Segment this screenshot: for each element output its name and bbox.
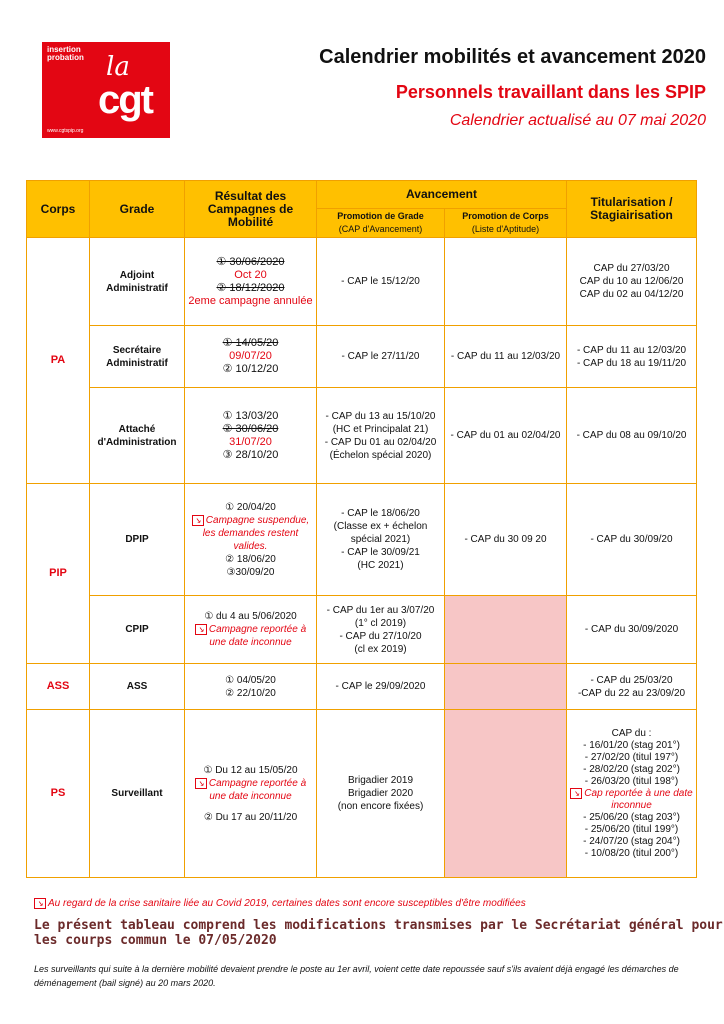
table-row	[27, 484, 697, 596]
header-promo-grade: Promotion de Grade (CAP d'Avancement)	[317, 209, 445, 238]
warning-icon: ↘	[34, 898, 46, 909]
grade-cell: Secrétaire Administratif	[90, 326, 185, 388]
logo-la: la	[106, 52, 130, 82]
grade-cell: Attaché d'Administration	[90, 388, 185, 484]
mobility-cell: ① 20/04/20 ↘ Campagne suspendue, les demandes restent valides. ② 18/06/20 ③30/09/20	[185, 484, 317, 596]
corps-cell: PS	[27, 710, 90, 878]
grade-cell: Adjoint Administratif	[90, 238, 185, 326]
table-row	[27, 710, 697, 878]
table-row	[27, 388, 697, 484]
promo-grade-cell: - CAP du 1er au 3/07/20 (1° cl 2019) - CAP du 27/10/20 (cl ex 2019)	[317, 596, 445, 664]
warning-icon: ↘	[195, 624, 207, 635]
grade-cell: DPIP	[90, 484, 185, 596]
titularisation-cell: - CAP du 11 au 12/03/20 - CAP du 18 au 19/11/20	[567, 326, 697, 388]
promo-grade-cell: - CAP le 18/06/20 (Classe ex + échelon spécial 2021) - CAP le 30/09/21 (HC 2021)	[317, 484, 445, 596]
warning-icon: ↘	[195, 778, 207, 789]
logo-cgt: cgt	[98, 78, 152, 122]
promo-grade-cell: - CAP le 27/11/20	[317, 326, 445, 388]
promo-grade-cell: - CAP du 13 au 15/10/20 (HC et Principalat 21) - CAP Du 01 au 02/04/20 (Échelon spécial 2020)	[317, 388, 445, 484]
corps-cell: ASS	[27, 664, 90, 710]
header-avancement: Avancement	[317, 181, 567, 209]
corps-cell: PIP	[27, 484, 90, 664]
promo-corps-cell	[445, 664, 567, 710]
grade-cell: ASS	[90, 664, 185, 710]
promo-grade-cell: - CAP le 29/09/2020	[317, 664, 445, 710]
header-grade: Grade	[90, 181, 185, 238]
page-title: Calendrier mobilités et avancement 2020	[319, 46, 706, 68]
surveillant-note: Les surveillants qui suite à la dernière mobilité devaient prendre le poste au 1er avril, voient cette date repoussée sauf s'ils avaient déjà engagé les démarches de déménagement (bail signé) au 20 mars 2020.	[34, 964, 679, 988]
logo-subtitle: insertion probation	[47, 45, 84, 62]
titularisation-cell: - CAP du 08 au 09/10/20	[567, 388, 697, 484]
promo-corps-cell: - CAP du 11 au 12/03/20	[445, 326, 567, 388]
grade-cell: Surveillant	[90, 710, 185, 878]
mobility-cell: ① 13/03/20 ② 30/06/20 31/07/20 ③ 28/10/20	[185, 388, 317, 484]
sg-note: Le présent tableau comprend les modifications transmises par le Secrétariat général pour les courps commun le 07/05/2020	[34, 918, 723, 948]
header-resultat: Résultat des Campagnes de Mobilité	[185, 181, 317, 238]
calendar-table	[26, 180, 697, 878]
titularisation-cell: - CAP du 25/03/20 -CAP du 22 au 23/09/20	[567, 664, 697, 710]
promo-corps-cell	[445, 238, 567, 326]
table-row	[27, 326, 697, 388]
promo-corps-cell: - CAP du 01 au 02/04/20	[445, 388, 567, 484]
mobility-cell: ① 30/06/2020 Oct 20 ② 18/12/2020 2eme campagne annulée	[185, 238, 317, 326]
corps-cell: PA	[27, 238, 90, 484]
header-promo-corps: Promotion de Corps (Liste d'Aptitude)	[445, 209, 567, 238]
logo-url: www.cgtspip.org	[47, 128, 84, 134]
mobility-cell: ① du 4 au 5/06/2020 ↘ Campagne reportée à une date inconnue	[185, 596, 317, 664]
grade-cell: CPIP	[90, 596, 185, 664]
warning-icon: ↘	[192, 515, 204, 526]
promo-corps-cell: - CAP du 30 09 20	[445, 484, 567, 596]
promo-corps-cell	[445, 596, 567, 664]
mobility-cell: ① 04/05/20 ② 22/10/20	[185, 664, 317, 710]
promo-corps-cell	[445, 710, 567, 878]
header-corps: Corps	[27, 181, 90, 238]
titularisation-cell: - CAP du 30/09/20	[567, 484, 697, 596]
header-titularisation: Titularisation / Stagiairisation	[567, 181, 697, 238]
promo-grade-cell: Brigadier 2019 Brigadier 2020 (non encore fixées)	[317, 710, 445, 878]
titularisation-cell: - CAP du 30/09/2020	[567, 596, 697, 664]
update-date: Calendrier actualisé au 07 mai 2020	[449, 112, 706, 129]
table-row	[27, 596, 697, 664]
warning-icon: ↘	[570, 788, 582, 799]
promo-grade-cell: - CAP le 15/12/20	[317, 238, 445, 326]
page-subtitle: Personnels travaillant dans les SPIP	[395, 82, 706, 102]
mobility-cell: ① Du 12 au 15/05/20 ↘ Campagne reportée à une date inconnue ② Du 17 au 20/11/20	[185, 710, 317, 878]
table-row	[27, 238, 697, 326]
covid-note: ↘ Au regard de la crise sanitaire liée au Covid 2019, certaines dates sont encore susceptibles d'être modifiées	[34, 898, 526, 909]
mobility-cell: ① 14/05/20 09/07/20 ② 10/12/20	[185, 326, 317, 388]
titularisation-cell: CAP du : - 16/01/20 (stag 201°) - 27/02/20 (titul 197°) - 28/02/20 (stag 202°) - 26/03/20 (titul 198°) ↘ Cap reportée à une date inconnue - 25/06/20 (stag 203°) - 25/06/20 (titul 199°) - 24/07/20 (stag 204°) - 10/08/20 (titul 200°)	[567, 710, 697, 878]
table-row	[27, 664, 697, 710]
titularisation-cell: CAP du 27/03/20 CAP du 10 au 12/06/20 CAP du 02 au 04/12/20	[567, 238, 697, 326]
cgt-logo	[42, 42, 170, 138]
